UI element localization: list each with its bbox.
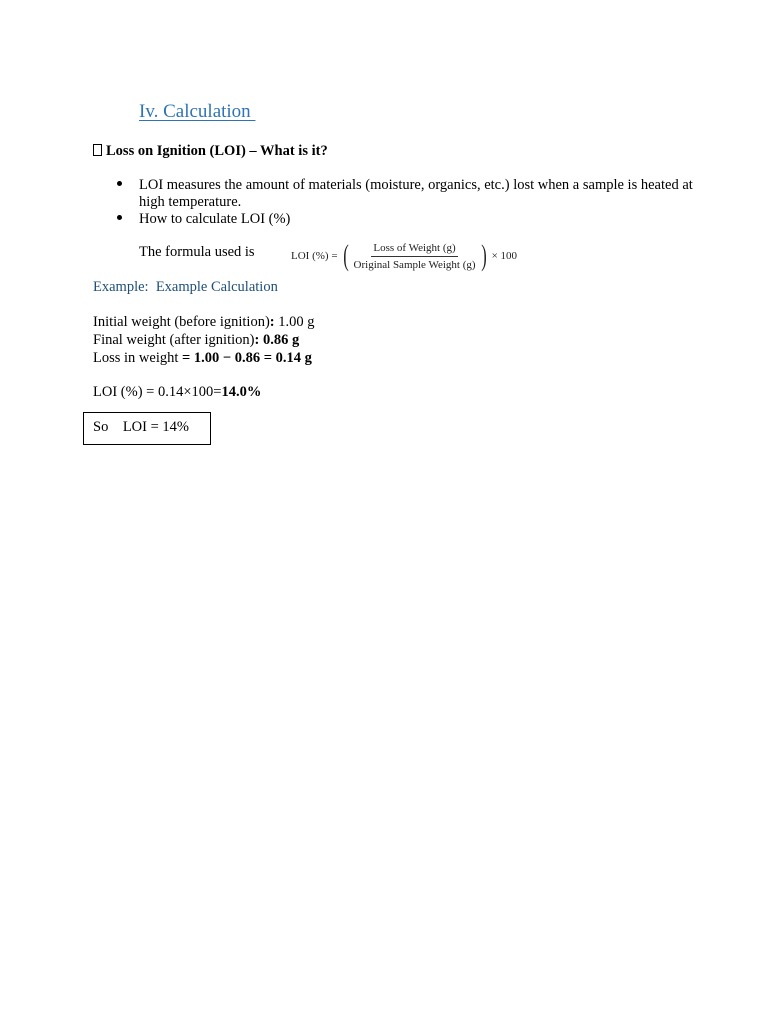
left-paren-icon: (: [342, 239, 349, 272]
subheading: [93, 143, 328, 160]
loi-value: 14.0%: [221, 384, 262, 400]
formula-lhs: LOI (%) =: [291, 250, 338, 262]
result-box: So LOI = 14%: [83, 412, 211, 445]
initial-weight-line: [93, 313, 315, 331]
initial-weight-sep: :: [269, 314, 275, 330]
formula-multiplier: × 100: [491, 250, 518, 262]
list-item: [139, 177, 699, 211]
formula-denominator: Original Sample Weight (g): [353, 258, 476, 271]
example-title: Example: Example Calculation: [93, 279, 278, 295]
bullet-icon: [117, 215, 122, 220]
loi-calculation-line: [93, 384, 261, 401]
loss-weight-value: = 1.00 − 0.86 = 0.14 g: [182, 350, 312, 366]
final-weight-label: Final weight (after ignition): [93, 332, 255, 348]
formula-numerator: Loss of Weight (g): [371, 242, 457, 257]
loss-weight-line: [93, 349, 315, 367]
subheading-text: Loss on Ignition (LOI) – What is it?: [106, 143, 328, 159]
formula-intro: The formula used is: [139, 244, 255, 260]
final-weight-value: : 0.86 g: [254, 332, 300, 348]
formula-fraction: [354, 242, 476, 271]
loss-weight-label: Loss in weight: [93, 350, 183, 366]
bullet-text: LOI measures the amount of materials (moisture, organics, etc.) lost when a sample is heated at high temperature.: [139, 177, 693, 210]
initial-weight-label: Initial weight (before ignition): [93, 314, 270, 330]
list-item: [139, 211, 699, 228]
bullet-icon: [117, 181, 122, 186]
bullet-text: How to calculate LOI (%): [139, 211, 291, 227]
missing-glyph-icon: [93, 144, 102, 156]
calculation-block: [93, 313, 315, 367]
loi-prefix: LOI (%) = 0.14×100=: [93, 384, 222, 400]
bullet-list: [139, 177, 699, 228]
right-paren-icon: ): [480, 239, 487, 272]
initial-weight-value: 1.00 g: [274, 314, 315, 330]
loi-formula: [291, 238, 517, 274]
final-weight-line: [93, 331, 315, 349]
section-heading: Iv. Calculation: [139, 101, 256, 122]
